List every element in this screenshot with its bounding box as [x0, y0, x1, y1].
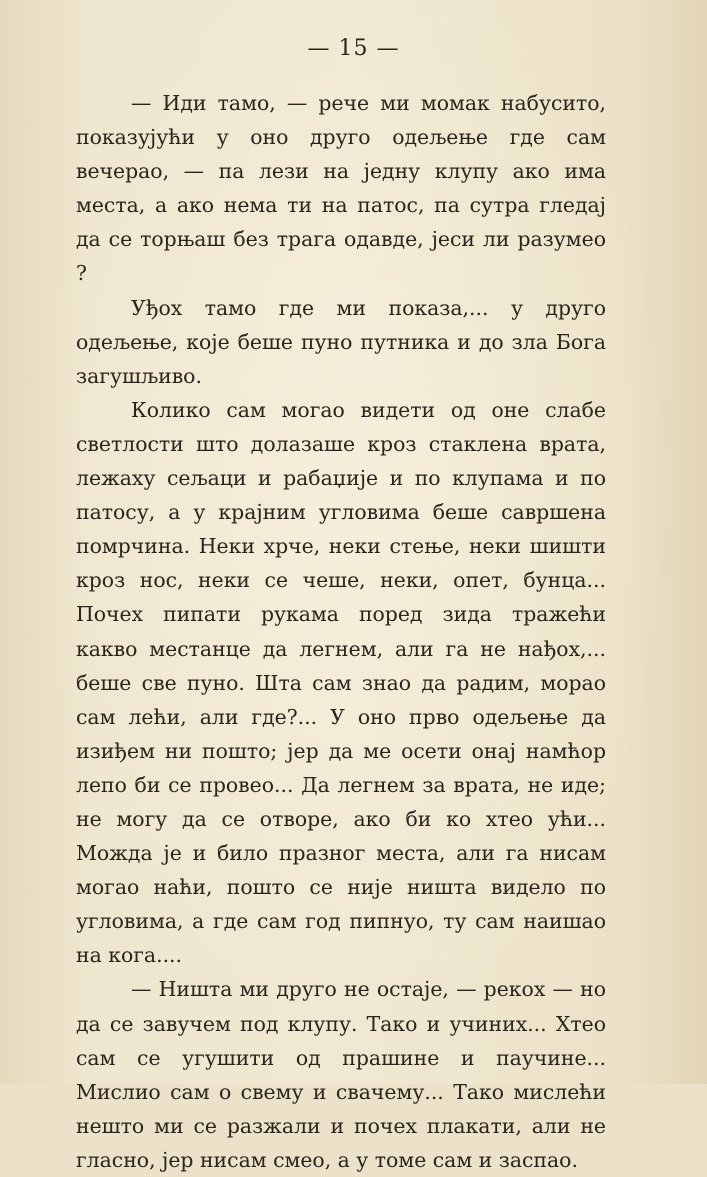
paragraph: Уђох тамо где ми показа,... у друго одељење, које беше пуно путника и до зла Бога загушљиво.	[76, 295, 606, 388]
page-number-header: — 15 —	[307, 36, 400, 61]
paragraph: Колико сам могао видети од оне слабе светлости што долазаше кроз стаклена врата, лежаху сељаци и рабаџије и по клупама и по патосу, а у крајним угловима беше савршена помрчина. Неки хрче, неки стење, неки шишти кроз нос, неки се чеше, неки, опет, бунца... Почех пипати рукама поред зида тражећи какво местанце да легнем, али га не нађох,... беше све пуно. Шта сам знао да радим, морао сам лећи, али где?... У оно прво одељење да изиђем ни пошто; јер да ме осети онај намћор лепо би се провео... Да легнем за врата, не иде; не могу да се отворе, ако би ко хтео ући... Можда је и било празног места, али га нисам могао наћи, пошто се није ништа видело по угловима, а где сам год пипнуо, ту сам наишао на кога....	[76, 397, 606, 968]
paragraph: — Иди тамо, — рече ми момак набусито, показујући у оно друго одељење где сам вечерао, — па лези на једну клупу ако има места, а ако нема ти на патос, па сутра гледај да се торњаш без трага одавде, јеси ли разумео ?	[76, 91, 606, 286]
paragraph: — Ништа ми друго не остаје, — рекох — но да се завучем под клупу. Тако и учиних... Хтео сам се угушити од прашине и паучине... Мислио сам о свему и свачему... Тако мислећи нешто ми се разжали и почех плакати, али не гласно, јер нисам смео, а у томе сам и заспао.	[76, 977, 606, 1172]
body-text	[76, 86, 606, 1177]
